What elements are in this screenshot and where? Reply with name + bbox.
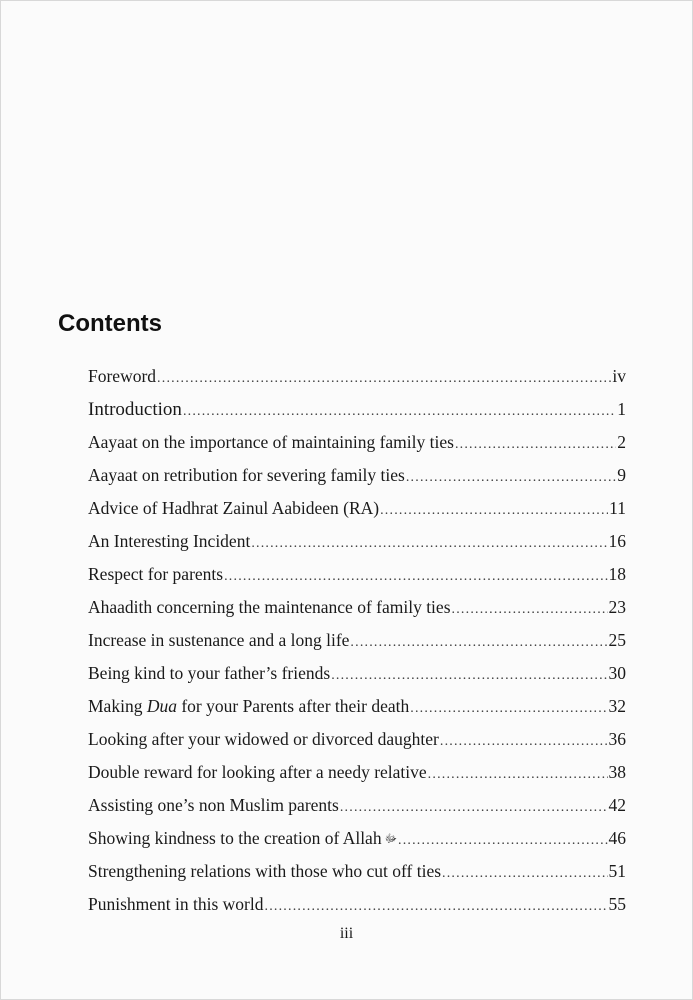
toc-entry[interactable] <box>88 723 626 756</box>
toc-entry-title: Ahaadith concerning the maintenance of family ties <box>88 597 451 617</box>
leader-dots <box>224 560 607 593</box>
toc-entry[interactable] <box>88 690 626 723</box>
toc-entry-title: Punishment in this world <box>88 894 264 914</box>
title-part: Showing kindness to the creation of Allah <box>88 828 382 848</box>
toc-entry-page: 16 <box>608 531 626 551</box>
toc-entry[interactable] <box>88 756 626 789</box>
toc-entry-page: 23 <box>608 597 626 617</box>
toc-entry-title: Increase in sustenance and a long life <box>88 630 350 650</box>
toc-entry-page: 46 <box>608 828 626 848</box>
leader-dots <box>331 659 607 692</box>
toc-entry[interactable] <box>88 657 626 690</box>
leader-dots <box>157 362 611 395</box>
toc-entry-title: Looking after your widowed or divorced daughter <box>88 729 439 749</box>
toc-entry[interactable] <box>88 822 626 855</box>
toc-entry[interactable] <box>88 393 626 426</box>
toc-entry-title: Double reward for looking after a needy relative <box>88 762 427 782</box>
toc-entry[interactable] <box>88 789 626 822</box>
leader-dots <box>183 395 616 428</box>
toc-entry-title: Advice of Hadhrat Zainul Aabideen (RA) <box>88 498 380 518</box>
leader-dots <box>442 857 607 890</box>
leader-dots <box>428 758 608 791</box>
toc-entry-page: 1 <box>617 399 626 419</box>
toc-entry-title: Assisting one’s non Muslim parents <box>88 795 339 815</box>
toc-entry[interactable] <box>88 492 626 525</box>
toc-entry-title: Respect for parents <box>88 564 224 584</box>
toc-entry-title: Strengthening relations with those who cut off ties <box>88 861 442 881</box>
toc-entry-page: 55 <box>608 894 626 914</box>
contents-heading: Contents <box>58 310 162 337</box>
table-of-contents <box>88 360 626 921</box>
leader-dots <box>340 791 608 824</box>
toc-entry[interactable] <box>88 558 626 591</box>
toc-entry-title: Foreword <box>88 366 157 386</box>
toc-entry-page: 2 <box>617 432 626 452</box>
leader-dots <box>452 593 608 626</box>
title-italic-term: Dua <box>146 696 177 716</box>
honorific-glyph-icon: ﷻ <box>384 833 397 845</box>
toc-entry-page: 11 <box>609 498 626 518</box>
toc-entry[interactable] <box>88 426 626 459</box>
leader-dots <box>406 461 616 494</box>
leader-dots <box>265 890 608 923</box>
toc-entry-page: 51 <box>608 861 626 881</box>
toc-entry[interactable] <box>88 855 626 888</box>
leader-dots <box>440 725 608 758</box>
toc-entry-page: 30 <box>608 663 626 683</box>
toc-entry-page: 18 <box>608 564 626 584</box>
leader-dots <box>380 494 608 527</box>
title-part: for your Parents after their death <box>176 696 410 716</box>
leader-dots <box>398 824 608 857</box>
toc-entry-page: 36 <box>608 729 626 749</box>
toc-entry-title: Being kind to your father’s friends <box>88 663 331 683</box>
toc-entry-page: 9 <box>617 465 626 485</box>
toc-entry[interactable] <box>88 360 626 393</box>
toc-entry-page: 25 <box>608 630 626 650</box>
toc-entry-title: Introduction <box>88 399 182 420</box>
toc-entry-page: 32 <box>608 696 626 716</box>
toc-entry[interactable] <box>88 624 626 657</box>
toc-entry[interactable] <box>88 591 626 624</box>
toc-entry[interactable] <box>88 888 626 921</box>
toc-entry[interactable] <box>88 525 626 558</box>
toc-entry-page: 38 <box>608 762 626 782</box>
toc-entry-title: An Interesting Incident <box>88 531 251 551</box>
leader-dots <box>455 428 616 461</box>
title-part: Making <box>88 696 147 716</box>
toc-entry-title <box>88 690 409 723</box>
toc-entry-title <box>88 822 397 856</box>
toc-entry[interactable] <box>88 459 626 492</box>
leader-dots <box>410 692 607 725</box>
leader-dots <box>251 527 607 560</box>
leader-dots <box>350 626 607 659</box>
toc-entry-page: iv <box>612 366 626 386</box>
toc-entry-title: Aayaat on the importance of maintaining family ties <box>88 432 454 452</box>
toc-entry-title: Aayaat on retribution for severing family ties <box>88 465 405 485</box>
toc-entry-page: 42 <box>608 795 626 815</box>
page-number: iii <box>339 925 354 942</box>
